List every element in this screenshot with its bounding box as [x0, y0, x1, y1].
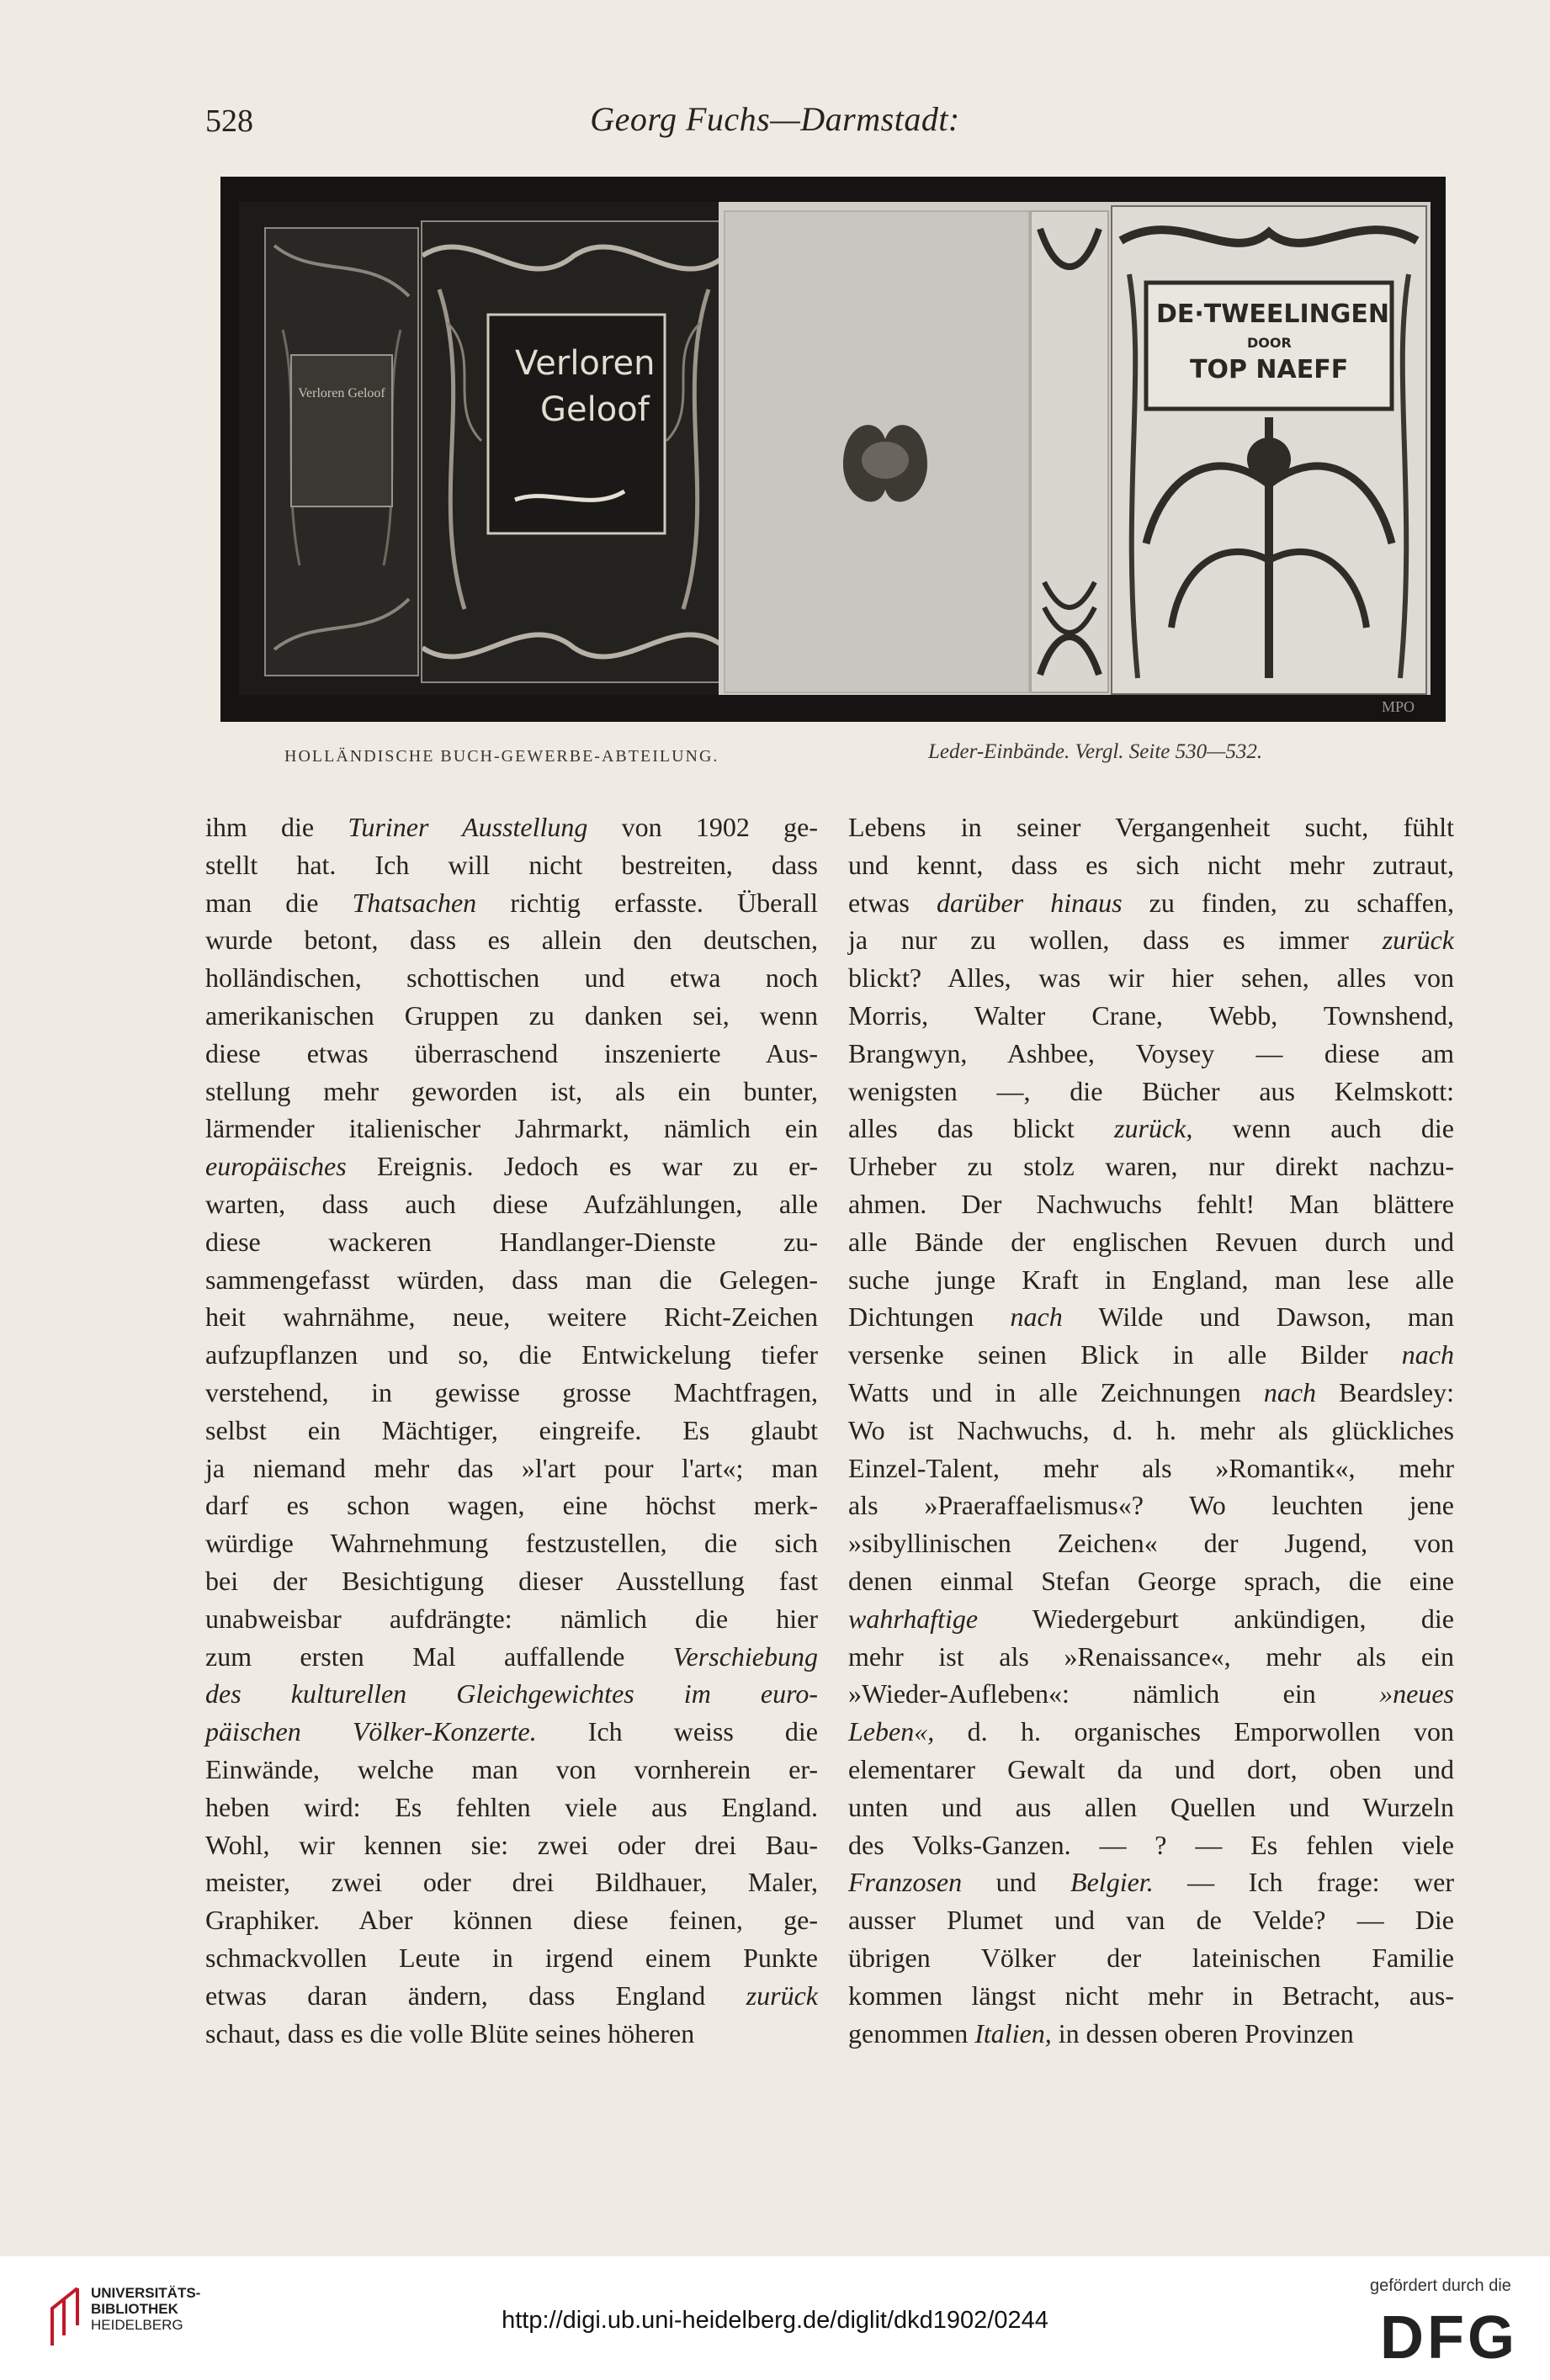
book-title-line: DE·TWEELINGEN	[1156, 299, 1389, 329]
text-run: alles das blickt	[848, 1113, 1115, 1144]
text-line	[205, 1600, 818, 1638]
text-run: denen einmal Stefan George sprach, die eine	[848, 1565, 1454, 1596]
text-run: wenn auch die	[1192, 1113, 1455, 1144]
emphasized-text: nach	[1010, 1301, 1063, 1333]
text-run: stellt hat. Ich will nicht bestreiten, dass	[205, 849, 818, 880]
text-run: stellung mehr geworden ist, als ein bunter,	[205, 1075, 818, 1106]
emphasized-text: Thatsachen	[352, 887, 477, 918]
text-run: wurde betont, dass es allein den deutschen,	[205, 925, 818, 956]
text-run: ausser Plumet und van de Velde? — Die	[848, 1905, 1454, 1936]
library-name-line: HEIDELBERG	[91, 2317, 183, 2333]
text-run: in dessen oberen Provinzen	[1051, 2017, 1354, 2049]
text-run: ihm die	[205, 812, 348, 842]
library-name-line: BIBLIOTHEK	[91, 2301, 178, 2317]
text-run: amerikanischen Gruppen zu danken sei, wenn	[205, 999, 818, 1031]
text-run: ahmen. Der Nachwuchs fehlt! Man blättere	[848, 1188, 1454, 1219]
right-photo-panel	[719, 202, 1431, 695]
text-run: Ich weiss die	[536, 1716, 819, 1747]
spine-ornament	[1032, 212, 1107, 692]
book-back-cover	[264, 227, 419, 676]
text-line	[205, 1073, 818, 1110]
emphasized-text: Verschiebung	[672, 1641, 818, 1672]
text-line	[205, 921, 818, 959]
text-line	[848, 1901, 1454, 1939]
text-run: übrigen Völker der lateinischen Familie	[848, 1942, 1454, 1973]
text-line	[848, 959, 1454, 997]
text-run: mehr ist als »Renaissance«, mehr als ein	[848, 1641, 1454, 1672]
book-title-line: Geloof	[540, 390, 650, 429]
text-run: sammengefasst würden, dass man die Gelegen-	[205, 1264, 818, 1295]
text-run: und kennt, dass es sich nicht mehr zutraut,	[848, 849, 1454, 880]
text-line	[848, 1073, 1454, 1110]
text-line	[848, 846, 1454, 884]
book-plain-cover	[724, 210, 1030, 693]
text-line	[205, 1713, 818, 1751]
text-run: meister, zwei oder drei Bildhauer, Maler,	[205, 1867, 818, 1898]
text-line	[205, 1789, 818, 1826]
text-run: ja niemand mehr das »l'art pour l'art«; man	[205, 1452, 818, 1483]
text-column-right	[848, 808, 1454, 2052]
text-run: verstehend, in gewisse grosse Machtfragen,	[205, 1376, 818, 1407]
text-line	[848, 1675, 1454, 1713]
text-line	[205, 884, 818, 922]
text-line	[848, 1110, 1454, 1148]
text-line	[848, 884, 1454, 922]
text-run: heit wahrnähme, neue, weitere Richt-Zeichen	[205, 1301, 818, 1333]
text-run: man die	[205, 887, 353, 918]
text-run: Wilde und Dawson, man	[1062, 1301, 1455, 1333]
text-run: Graphiker. Aber können diese feinen, ge-	[205, 1905, 818, 1936]
left-photo-panel	[239, 202, 737, 695]
text-line	[205, 1261, 818, 1299]
text-line	[848, 2015, 1454, 2053]
text-line	[205, 1148, 818, 1185]
emphasized-text: zurück	[746, 1980, 818, 2011]
text-line	[205, 1939, 818, 1977]
text-run: Urheber zu stolz waren, nur direkt nachzu-	[848, 1151, 1454, 1182]
text-run: diese etwas überraschend inszenierte Aus-	[205, 1037, 818, 1068]
text-line	[205, 1524, 818, 1562]
text-run: darf es schon wagen, eine höchst merk-	[205, 1490, 818, 1521]
emphasized-text: päischen Völker-Konzerte.	[205, 1716, 537, 1747]
text-line	[205, 1863, 818, 1901]
text-run: suche junge Kraft in England, man lese alle	[848, 1264, 1454, 1295]
text-line	[848, 1789, 1454, 1826]
text-run: blickt? Alles, was wir hier sehen, alles von	[848, 962, 1454, 994]
floral-ornament	[1112, 207, 1425, 693]
text-line	[205, 1977, 818, 2015]
text-run: zum ersten Mal auffallende	[205, 1641, 673, 1672]
emphasized-text: Turiner Ausstellung	[348, 812, 588, 842]
text-line	[205, 1826, 818, 1864]
permalink-url[interactable]: http://digi.ub.uni-heidelberg.de/diglit/dkd1902/0244	[502, 2307, 1048, 2334]
text-run: Wohl, wir kennen sie: zwei oder drei Bau-	[205, 1829, 818, 1860]
text-run: würdige Wahrnehmung festzustellen, die sich	[205, 1528, 818, 1559]
text-run: »sibyllinischen Zeichen« der Jugend, von	[848, 1528, 1454, 1559]
book-title-line: DOOR	[1247, 335, 1292, 351]
text-line	[848, 1148, 1454, 1185]
text-line	[848, 921, 1454, 959]
text-run: Brangwyn, Ashbee, Voysey — diese am	[848, 1037, 1454, 1068]
text-run: des Volks-Ganzen. — ? — Es fehlen viele	[848, 1829, 1454, 1860]
art-nouveau-ornament	[422, 222, 725, 681]
text-run: Einzel-Talent, mehr als »Romantik«, mehr	[848, 1452, 1454, 1483]
svg-text:Verloren Geloof: Verloren Geloof	[298, 386, 385, 400]
text-line	[848, 997, 1454, 1035]
text-run: wenigsten —, die Bücher aus Kelmskott:	[848, 1075, 1454, 1106]
text-line	[205, 1185, 818, 1223]
emphasized-text: zurück	[1382, 925, 1454, 956]
text-line	[848, 1939, 1454, 1977]
text-run: aufzupflanzen und so, die Entwickelung tiefer	[205, 1339, 818, 1370]
dfg-logo: DFG	[1380, 2304, 1518, 2372]
funding-note: gefördert durch die	[1370, 2277, 1511, 2295]
text-line	[848, 1412, 1454, 1450]
text-line	[205, 808, 818, 846]
emphasized-text: »neues	[1379, 1678, 1454, 1709]
text-run: und	[962, 1867, 1071, 1898]
text-line	[848, 1223, 1454, 1261]
book-spine	[1030, 210, 1109, 693]
text-run: diese wackeren Handlanger-Dienste zu-	[205, 1226, 818, 1257]
book-bindings-photograph	[220, 177, 1446, 722]
text-line	[848, 1336, 1454, 1374]
page-number: 528	[205, 103, 253, 139]
text-run: als »Praeraffaelismus«? Wo leuchten jene	[848, 1490, 1454, 1521]
text-run: Wo ist Nachwuchs, d. h. mehr als glückliches	[848, 1414, 1454, 1445]
text-line	[205, 1035, 818, 1073]
text-line	[848, 1487, 1454, 1524]
text-run: Watts und in alle Zeichnungen	[848, 1376, 1264, 1407]
running-head: Georg Fuchs—Darmstadt:	[590, 100, 960, 138]
text-line	[205, 1487, 818, 1524]
book-title-line: Verloren	[515, 344, 656, 383]
text-line	[205, 1901, 818, 1939]
art-nouveau-ornament	[266, 229, 417, 675]
photographer-monogram: MPO	[1382, 698, 1415, 715]
emphasized-text: Belgier.	[1070, 1867, 1154, 1898]
text-run: schmackvollen Leute in irgend einem Punkte	[205, 1942, 818, 1973]
book-title-line: TOP NAEFF	[1190, 355, 1349, 384]
text-line	[848, 1524, 1454, 1562]
text-line	[205, 1638, 818, 1676]
text-run: — Ich frage: wer	[1153, 1867, 1454, 1898]
text-run: ja nur zu wollen, dass es immer	[848, 925, 1383, 956]
text-line	[848, 1562, 1454, 1600]
text-run: schaut, dass es die volle Blüte seines höheren	[205, 2017, 695, 2049]
text-run: unten und aus allen Quellen und Wurzeln	[848, 1791, 1454, 1822]
text-run: kommen längst nicht mehr in Betracht, aus-	[848, 1980, 1454, 2011]
text-line	[205, 2015, 818, 2053]
text-run: Ereignis. Jedoch es war zu er-	[346, 1151, 818, 1182]
text-line	[205, 1751, 818, 1789]
library-name-line: UNIVERSITÄTS-	[91, 2285, 201, 2301]
text-line	[205, 1374, 818, 1412]
text-run: Einwände, welche man von vornherein er-	[205, 1753, 818, 1784]
book-front-cover-verloren-geloof	[421, 220, 727, 683]
text-run: d. h. organisches Emporwollen von	[934, 1716, 1454, 1747]
text-line	[848, 1977, 1454, 2015]
text-line	[205, 997, 818, 1035]
text-line	[205, 1298, 818, 1336]
emphasized-text: darüber hinaus	[936, 887, 1123, 918]
text-line	[205, 1223, 818, 1261]
text-run: von 1902 ge-	[587, 812, 819, 842]
text-run: warten, dass auch diese Aufzählungen, alle	[205, 1188, 818, 1219]
text-run: Wiedergeburt ankündigen, die	[978, 1603, 1454, 1634]
text-run: versenke seinen Blick in alle Bilder	[848, 1339, 1402, 1370]
text-run: zu finden, zu schaffen,	[1122, 887, 1455, 918]
text-line	[205, 1110, 818, 1148]
text-run: »Wieder-Aufleben«: nämlich ein	[848, 1678, 1380, 1709]
text-run: Beardsley:	[1316, 1376, 1454, 1407]
text-line	[848, 1298, 1454, 1336]
emphasized-text: des kulturellen Gleichgewichtes im euro-	[205, 1678, 818, 1709]
emphasized-text: Leben«,	[848, 1716, 935, 1747]
text-run: etwas daran ändern, dass England	[205, 1980, 746, 2011]
text-line	[848, 1826, 1454, 1864]
book-front-cover-de-tweelingen	[1111, 205, 1427, 695]
text-line	[205, 1562, 818, 1600]
text-line	[848, 1035, 1454, 1073]
text-line	[848, 1863, 1454, 1901]
text-run: holländischen, schottischen und etwa noch	[205, 962, 818, 994]
emphasized-text: europäisches	[205, 1151, 347, 1182]
text-line	[205, 846, 818, 884]
emphasized-text: nach	[1263, 1376, 1317, 1407]
emphasized-text: Italien,	[974, 2017, 1052, 2049]
text-line	[848, 1185, 1454, 1223]
text-line	[848, 1450, 1454, 1487]
emphasized-text: nach	[1401, 1339, 1454, 1370]
text-run: alle Bände der englischen Revuen durch und	[848, 1226, 1454, 1257]
text-line	[848, 1374, 1454, 1412]
text-line	[205, 1336, 818, 1374]
text-line	[848, 1261, 1454, 1299]
emphasized-text: wahrhaftige	[848, 1603, 979, 1634]
text-run: elementarer Gewalt da und dort, oben und	[848, 1753, 1454, 1784]
text-run: genommen	[848, 2017, 975, 2049]
text-line	[205, 1412, 818, 1450]
text-line	[205, 959, 818, 997]
clasp-ornament	[725, 212, 1028, 692]
text-line	[848, 808, 1454, 846]
text-run: unabweisbar aufdrängte: nämlich die hier	[205, 1603, 818, 1634]
figure-caption-right: Leder-Einbände. Vergl. Seite 530—532.	[928, 740, 1263, 763]
text-run: bei der Besichtigung dieser Ausstellung fast	[205, 1565, 818, 1596]
text-run: richtig erfasste. Überall	[476, 887, 819, 918]
text-run: Dichtungen	[848, 1301, 1011, 1333]
text-run: Morris, Walter Crane, Webb, Townshend,	[848, 999, 1454, 1031]
text-run: Lebens in seiner Vergangenheit sucht, fühlt	[848, 812, 1454, 842]
text-run: selbst ein Mächtiger, eingreife. Es glaubt	[205, 1414, 818, 1445]
text-line	[848, 1751, 1454, 1789]
text-line	[205, 1450, 818, 1487]
text-line	[848, 1638, 1454, 1676]
text-line	[205, 1675, 818, 1713]
text-run: etwas	[848, 887, 937, 918]
text-run: lärmender italienischer Jahrmarkt, nämlich ein	[205, 1113, 818, 1144]
text-column-left	[205, 808, 818, 2052]
emphasized-text: Franzosen	[848, 1867, 963, 1898]
figure-caption-left: HOLLÄNDISCHE BUCH-GEWERBE-ABTEILUNG.	[284, 747, 719, 766]
text-line	[848, 1713, 1454, 1751]
emphasized-text: zurück,	[1114, 1113, 1193, 1144]
text-run: heben wird: Es fehlten viele aus England.	[205, 1791, 818, 1822]
text-line	[848, 1600, 1454, 1638]
